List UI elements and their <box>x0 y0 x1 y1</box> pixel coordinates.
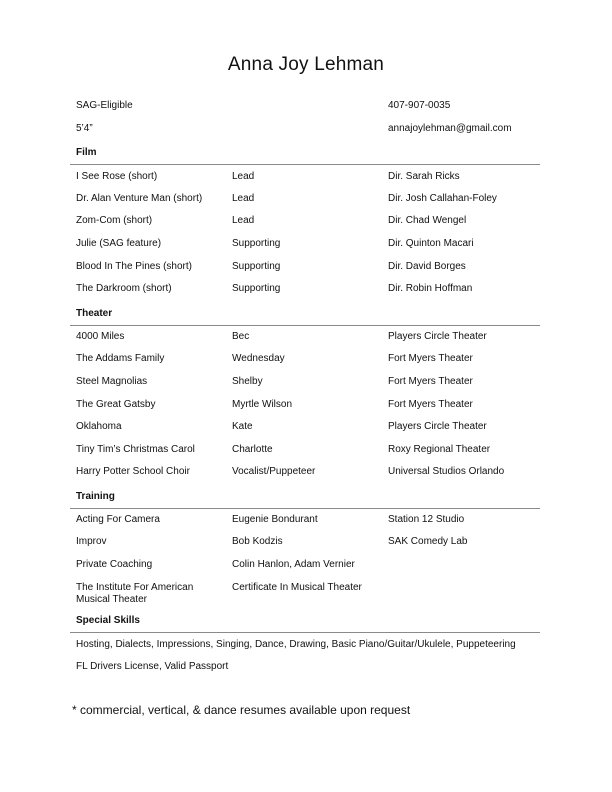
section-divider <box>70 325 540 326</box>
project-title: Blood In The Pines (short) <box>76 261 192 272</box>
show-title: Steel Magnolias <box>76 376 148 387</box>
project-title: I See Rose (short) <box>76 171 158 182</box>
venue: Fort Myers Theater <box>388 399 473 410</box>
role: Charlotte <box>232 444 273 455</box>
instructor: Certificate In Musical Theater <box>232 582 362 593</box>
role: Lead <box>232 193 255 204</box>
training-subject: Improv <box>76 536 107 547</box>
section-divider <box>70 632 540 633</box>
instructor: Eugenie Bondurant <box>232 514 318 525</box>
phone-number: 407-907-0035 <box>388 100 451 111</box>
info-row-height <box>76 123 556 137</box>
role: Vocalist/Puppeteer <box>232 466 316 477</box>
instructor: Bob Kodzis <box>232 536 283 547</box>
role: Lead <box>232 215 255 226</box>
section-divider <box>70 164 540 165</box>
resume-name: Anna Joy Lehman <box>227 54 385 75</box>
height: 5’4” <box>76 123 93 134</box>
section-title-special-skills: Special Skills <box>76 615 140 626</box>
project-title: Julie (SAG feature) <box>76 238 162 249</box>
director: Dir. David Borges <box>388 261 466 272</box>
venue: Universal Studios Orlando <box>388 466 505 477</box>
project-title: Dr. Alan Venture Man (short) <box>76 193 203 204</box>
role: Supporting <box>232 261 281 272</box>
venue: Fort Myers Theater <box>388 376 473 387</box>
show-title: 4000 Miles <box>76 331 125 342</box>
role: Kate <box>232 421 253 432</box>
section-divider <box>70 508 540 509</box>
email-address: annajoylehman@gmail.com <box>388 123 512 134</box>
show-title: Harry Potter School Choir <box>76 466 190 477</box>
role: Wednesday <box>232 353 285 364</box>
venue: Players Circle Theater <box>388 421 487 432</box>
show-title: Tiny Tim’s Christmas Carol <box>76 444 195 455</box>
project-title: The Darkroom (short) <box>76 283 172 294</box>
footnote: * commercial, vertical, & dance resumes available upon request <box>72 703 411 717</box>
venue: Fort Myers Theater <box>388 353 473 364</box>
training-subject: The Institute For American Musical Theater <box>76 582 194 605</box>
role: Myrtle Wilson <box>232 399 293 410</box>
director: Dir. Sarah Ricks <box>388 171 460 182</box>
instructor: Colin Hanlon, Adam Vernier <box>232 559 355 570</box>
training-subject: Acting For Camera <box>76 514 160 525</box>
show-title: The Addams Family <box>76 353 165 364</box>
director: Dir. Quinton Macari <box>388 238 474 249</box>
skill-line: FL Drivers License, Valid Passport <box>76 661 229 672</box>
role: Supporting <box>232 238 281 249</box>
training-subject: Private Coaching <box>76 559 153 570</box>
director: Dir. Chad Wengel <box>388 215 467 226</box>
role: Shelby <box>232 376 263 387</box>
role: Supporting <box>232 283 281 294</box>
show-title: The Great Gatsby <box>76 399 156 410</box>
venue: Players Circle Theater <box>388 331 487 342</box>
institution: SAK Comedy Lab <box>388 536 468 547</box>
project-title: Zom-Com (short) <box>76 215 153 226</box>
section-title-training: Training <box>76 491 115 502</box>
role: Bec <box>232 331 250 342</box>
venue: Roxy Regional Theater <box>388 444 491 455</box>
section-title-film: Film <box>76 147 97 158</box>
union-status: SAG-Eligible <box>76 100 133 111</box>
institution: Station 12 Studio <box>388 514 465 525</box>
section-title-theater: Theater <box>76 308 113 319</box>
role: Lead <box>232 171 255 182</box>
show-title: Oklahoma <box>76 421 122 432</box>
director: Dir. Robin Hoffman <box>388 283 473 294</box>
info-row-union <box>76 100 556 114</box>
skill-line: Hosting, Dialects, Impressions, Singing, Dance, Drawing, Basic Piano/Guitar/Ukulele, Puppeteering <box>76 639 516 650</box>
director: Dir. Josh Callahan-Foley <box>388 193 497 204</box>
